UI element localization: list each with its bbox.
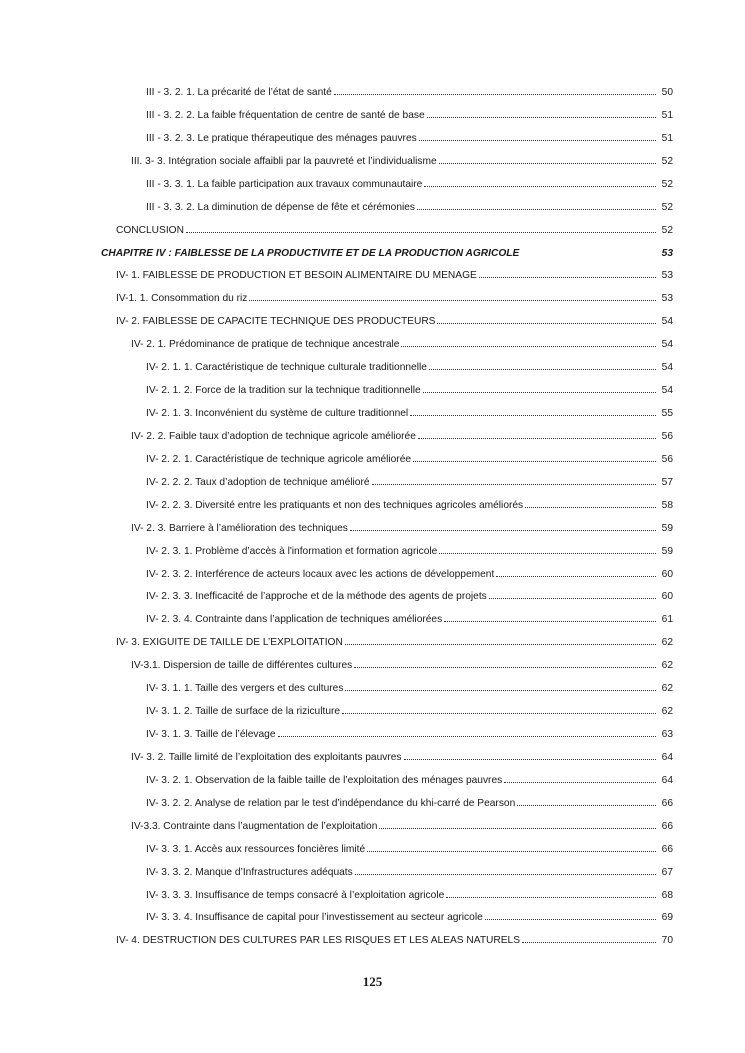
toc-entry-page: 62 [661, 660, 673, 671]
dot-leader [379, 827, 656, 829]
dot-leader [444, 620, 656, 622]
dot-leader [404, 758, 657, 760]
toc-entry [146, 613, 673, 627]
toc-entry [131, 820, 673, 834]
toc-entry-page: 61 [661, 614, 673, 625]
toc-entry-page: 62 [661, 706, 673, 717]
toc-entry-label: IV- 2. 3. 2. Interférence de acteurs locaux avec les actions de développement [146, 569, 495, 580]
toc-entry-label: IV- 1. FAIBLESSE DE PRODUCTION ET BESOIN ALIMENTAIRE DU MENAGE [116, 270, 477, 281]
toc-entry-label: IV- 2. 1. 1. Caractéristique de technique culturale traditionnelle [146, 362, 427, 373]
toc-entry-page: 52 [661, 156, 673, 167]
dot-leader [186, 231, 656, 233]
toc-entry-label: IV- 3. 2. Taille limité de l’exploitation des exploitants pauvres [131, 752, 402, 763]
dot-leader [446, 896, 656, 898]
dot-leader [413, 460, 656, 462]
toc-entry [146, 201, 673, 215]
toc-entry-label: IV- 2. 1. 3. Inconvénient du système de culture traditionnel [146, 408, 409, 419]
dot-leader [401, 345, 656, 347]
toc-entry [116, 315, 673, 329]
toc-entry-label: III - 3. 3. 2. La diminution de dépense de fête et cérémonies [146, 202, 416, 213]
toc-entry [146, 86, 673, 100]
toc-entry [146, 109, 673, 123]
toc-entry-page: 66 [661, 798, 673, 809]
toc-entry-label: IV- 3. 1. 1. Taille des vergers et des cultures [146, 683, 344, 694]
toc-entry-page: 58 [661, 500, 673, 511]
toc-entry-page: 54 [661, 362, 673, 373]
toc-entry-page: 52 [661, 225, 673, 236]
toc-entry [146, 568, 673, 582]
toc-entry-label: III - 3. 3. 1. La faible participation aux travaux communautaire [146, 179, 423, 190]
toc-entry-label: IV- 3. EXIGUITE DE TAILLE DE L’EXPLOITATION [116, 637, 343, 648]
dot-leader [345, 643, 656, 645]
toc-entry-label: III - 3. 2. 2. La faible fréquentation de centre de santé de base [146, 110, 425, 121]
toc-entry-page: 64 [661, 775, 673, 786]
toc-entry-label: IV- 2. 1. Prédominance de pratique de technique ancestrale [131, 339, 400, 350]
toc-entry-page: 54 [661, 385, 673, 396]
toc-entry-label: IV- 2. 2. 2. Taux d’adoption de technique amélioré [146, 477, 370, 488]
dot-leader [485, 918, 656, 920]
toc-entry-label: IV- 2. 2. 3. Diversité entre les pratiquants et non des techniques agricoles améliorés [146, 500, 524, 511]
toc-entry-page: 50 [661, 87, 673, 98]
dot-leader [439, 162, 656, 164]
toc-entry-page: 59 [661, 523, 673, 534]
toc-entry [146, 178, 673, 192]
toc-entry-label: IV- 2. 1. 2. Force de la tradition sur la technique traditionnelle [146, 385, 421, 396]
toc-entry [146, 728, 673, 742]
toc-entry-page: 67 [661, 867, 673, 878]
toc-entry-page: 52 [661, 179, 673, 190]
toc-entry-page: 52 [661, 202, 673, 213]
toc-entry [146, 476, 673, 490]
toc-entry [146, 866, 673, 880]
toc-entry-label: IV- 2. 2. Faible taux d’adoption de technique agricole améliorée [131, 431, 416, 442]
toc-entry [146, 774, 673, 788]
toc-entry [146, 361, 673, 375]
toc-entry-page: 62 [661, 637, 673, 648]
dot-leader [418, 437, 656, 439]
dot-leader [496, 575, 656, 577]
toc-entry-page: 54 [661, 339, 673, 350]
toc-entry-label: IV- 2. 3. 1. Problème d’accès à l'information et formation agricole [146, 546, 438, 557]
dot-leader [427, 116, 656, 118]
dot-leader [278, 735, 656, 737]
toc-entry [131, 751, 673, 765]
toc-entry [146, 453, 673, 467]
toc-entry-page: 54 [661, 316, 673, 327]
toc-entry-label: III - 3. 2. 3. Le pratique thérapeutique des ménages pauvres [146, 133, 417, 144]
toc-entry-page: 53 [661, 293, 673, 304]
toc-entry [146, 407, 673, 421]
toc-entry-label: IV-1. 1. Consommation du riz [116, 293, 248, 304]
toc-entry-label: CHAPITRE IV : FAIBLESSE DE LA PRODUCTIVITE ET DE LA PRODUCTION AGRICOLE [101, 248, 520, 259]
toc-entry-page: 51 [661, 133, 673, 144]
dot-leader [417, 208, 656, 210]
toc-entry [146, 705, 673, 719]
dot-leader [439, 552, 656, 554]
toc-entry [146, 911, 673, 925]
toc-entry [131, 659, 673, 673]
dot-leader [521, 255, 656, 256]
toc-entry [146, 682, 673, 696]
toc-entry-page: 64 [661, 752, 673, 763]
toc-entry-label: IV-3.1. Dispersion de taille de différentes cultures [131, 660, 353, 671]
dot-leader [489, 597, 656, 599]
toc-entry [116, 292, 673, 306]
toc-entry-label: IV- 2. 3. 4. Contrainte dans l’application de techniques améliorées [146, 614, 443, 625]
toc-entry-page: 68 [661, 890, 673, 901]
toc-entry-label: CONCLUSION [116, 225, 184, 236]
dot-leader [525, 506, 656, 508]
toc-entry [146, 797, 673, 811]
toc-entry-label: IV- 3. 2. 2. Analyse de relation par le test d’indépendance du khi-carré de Pearson [146, 798, 516, 809]
toc-entry-page: 56 [661, 431, 673, 442]
dot-leader [350, 529, 656, 531]
dot-leader [517, 804, 656, 806]
toc-entry-label: IV- 3. 2. 1. Observation de la faible taille de l’exploitation des ménages pauvres [146, 775, 503, 786]
toc-entry-page: 70 [661, 935, 673, 946]
toc-entry-label: IV- 2. 3. Barriere à l’amélioration des techniques [131, 523, 348, 534]
toc-entry-page: 66 [661, 821, 673, 832]
toc-entry-page: 60 [661, 591, 673, 602]
toc-entry-page: 51 [661, 110, 673, 121]
toc-entry [116, 224, 673, 238]
toc-entry [146, 384, 673, 398]
toc-entry-page: 56 [661, 454, 673, 465]
toc-entry-page: 69 [661, 912, 673, 923]
dot-leader [372, 483, 656, 485]
page-number: 125 [362, 974, 383, 989]
toc-entry [131, 522, 673, 536]
toc-entry-label: IV- 3. 1. 2. Taille de surface de la riziculture [146, 706, 341, 717]
toc-entry-page: 60 [661, 569, 673, 580]
toc-entry [146, 545, 673, 559]
dot-leader [342, 712, 656, 714]
toc-entry [116, 636, 673, 650]
dot-leader [410, 414, 656, 416]
dot-leader [367, 850, 656, 852]
toc-entry [146, 843, 673, 857]
toc-entry-page: 57 [661, 477, 673, 488]
toc-entry-page: 62 [661, 683, 673, 694]
toc-entry-label: IV- 2. 2. 1. Caractéristique de technique agricole améliorée [146, 454, 412, 465]
dot-leader [345, 689, 656, 691]
toc-entry-label: IV- 3. 1. 3. Taille de l’élevage [146, 729, 276, 740]
toc-entry [131, 430, 673, 444]
toc-entry-page: 63 [661, 729, 673, 740]
toc-entry-page: 53 [661, 270, 673, 281]
toc-entry-page: 55 [661, 408, 673, 419]
toc-entry-label: IV- 4. DESTRUCTION DES CULTURES PAR LES RISQUES ET LES ALEAS NATURELS [116, 935, 521, 946]
toc-entry [146, 499, 673, 513]
toc-entry-label: IV- 2. FAIBLESSE DE CAPACITE TECHNIQUE DES PRODUCTEURS [116, 316, 436, 327]
dot-leader [429, 368, 656, 370]
toc-entry-label: IV- 3. 3. 2. Manque d’Infrastructures adéquats [146, 867, 353, 878]
dot-leader [424, 185, 656, 187]
dot-leader [504, 781, 656, 783]
dot-leader [437, 322, 656, 324]
toc-entry-page: 66 [661, 844, 673, 855]
toc-entry [131, 338, 673, 352]
toc-entry [146, 132, 673, 146]
toc-entry [146, 889, 673, 903]
toc-entry-label: IV- 3. 3. 4. Insuffisance de capital pour l’investissement au secteur agricole [146, 912, 483, 923]
toc-entry-label: IV- 3. 3. 3. Insuffisance de temps consacré à l’exploitation agricole [146, 890, 445, 901]
toc-entry [116, 934, 673, 948]
toc-entry-page: 59 [661, 546, 673, 557]
toc-entry-label: III - 3. 2. 1. La précarité de l’état de santé [146, 87, 332, 98]
toc-entry-label: III. 3- 3. Intégration sociale affaibli par la pauvreté et l’individualisme [131, 156, 437, 167]
dot-leader [249, 299, 656, 301]
dot-leader [479, 276, 656, 278]
toc-entry-label: IV-3.3. Contrainte dans l’augmentation de l’exploitation [131, 821, 378, 832]
toc-entry [116, 269, 673, 283]
dot-leader [522, 941, 656, 943]
toc-entry [131, 155, 673, 169]
dot-leader [423, 391, 656, 393]
dot-leader [334, 93, 656, 95]
toc-entry [146, 590, 673, 604]
toc-entry-label: IV- 2. 3. 3. Inefficacité de l’approche et de la méthode des agents de projets [146, 591, 487, 602]
dot-leader [354, 666, 656, 668]
toc-entry-label: IV- 3. 3. 1. Accès aux ressources foncières limité [146, 844, 366, 855]
dot-leader [355, 873, 656, 875]
toc-chapter-heading [101, 247, 673, 261]
dot-leader [419, 139, 656, 141]
toc-entry-page: 53 [661, 248, 673, 259]
